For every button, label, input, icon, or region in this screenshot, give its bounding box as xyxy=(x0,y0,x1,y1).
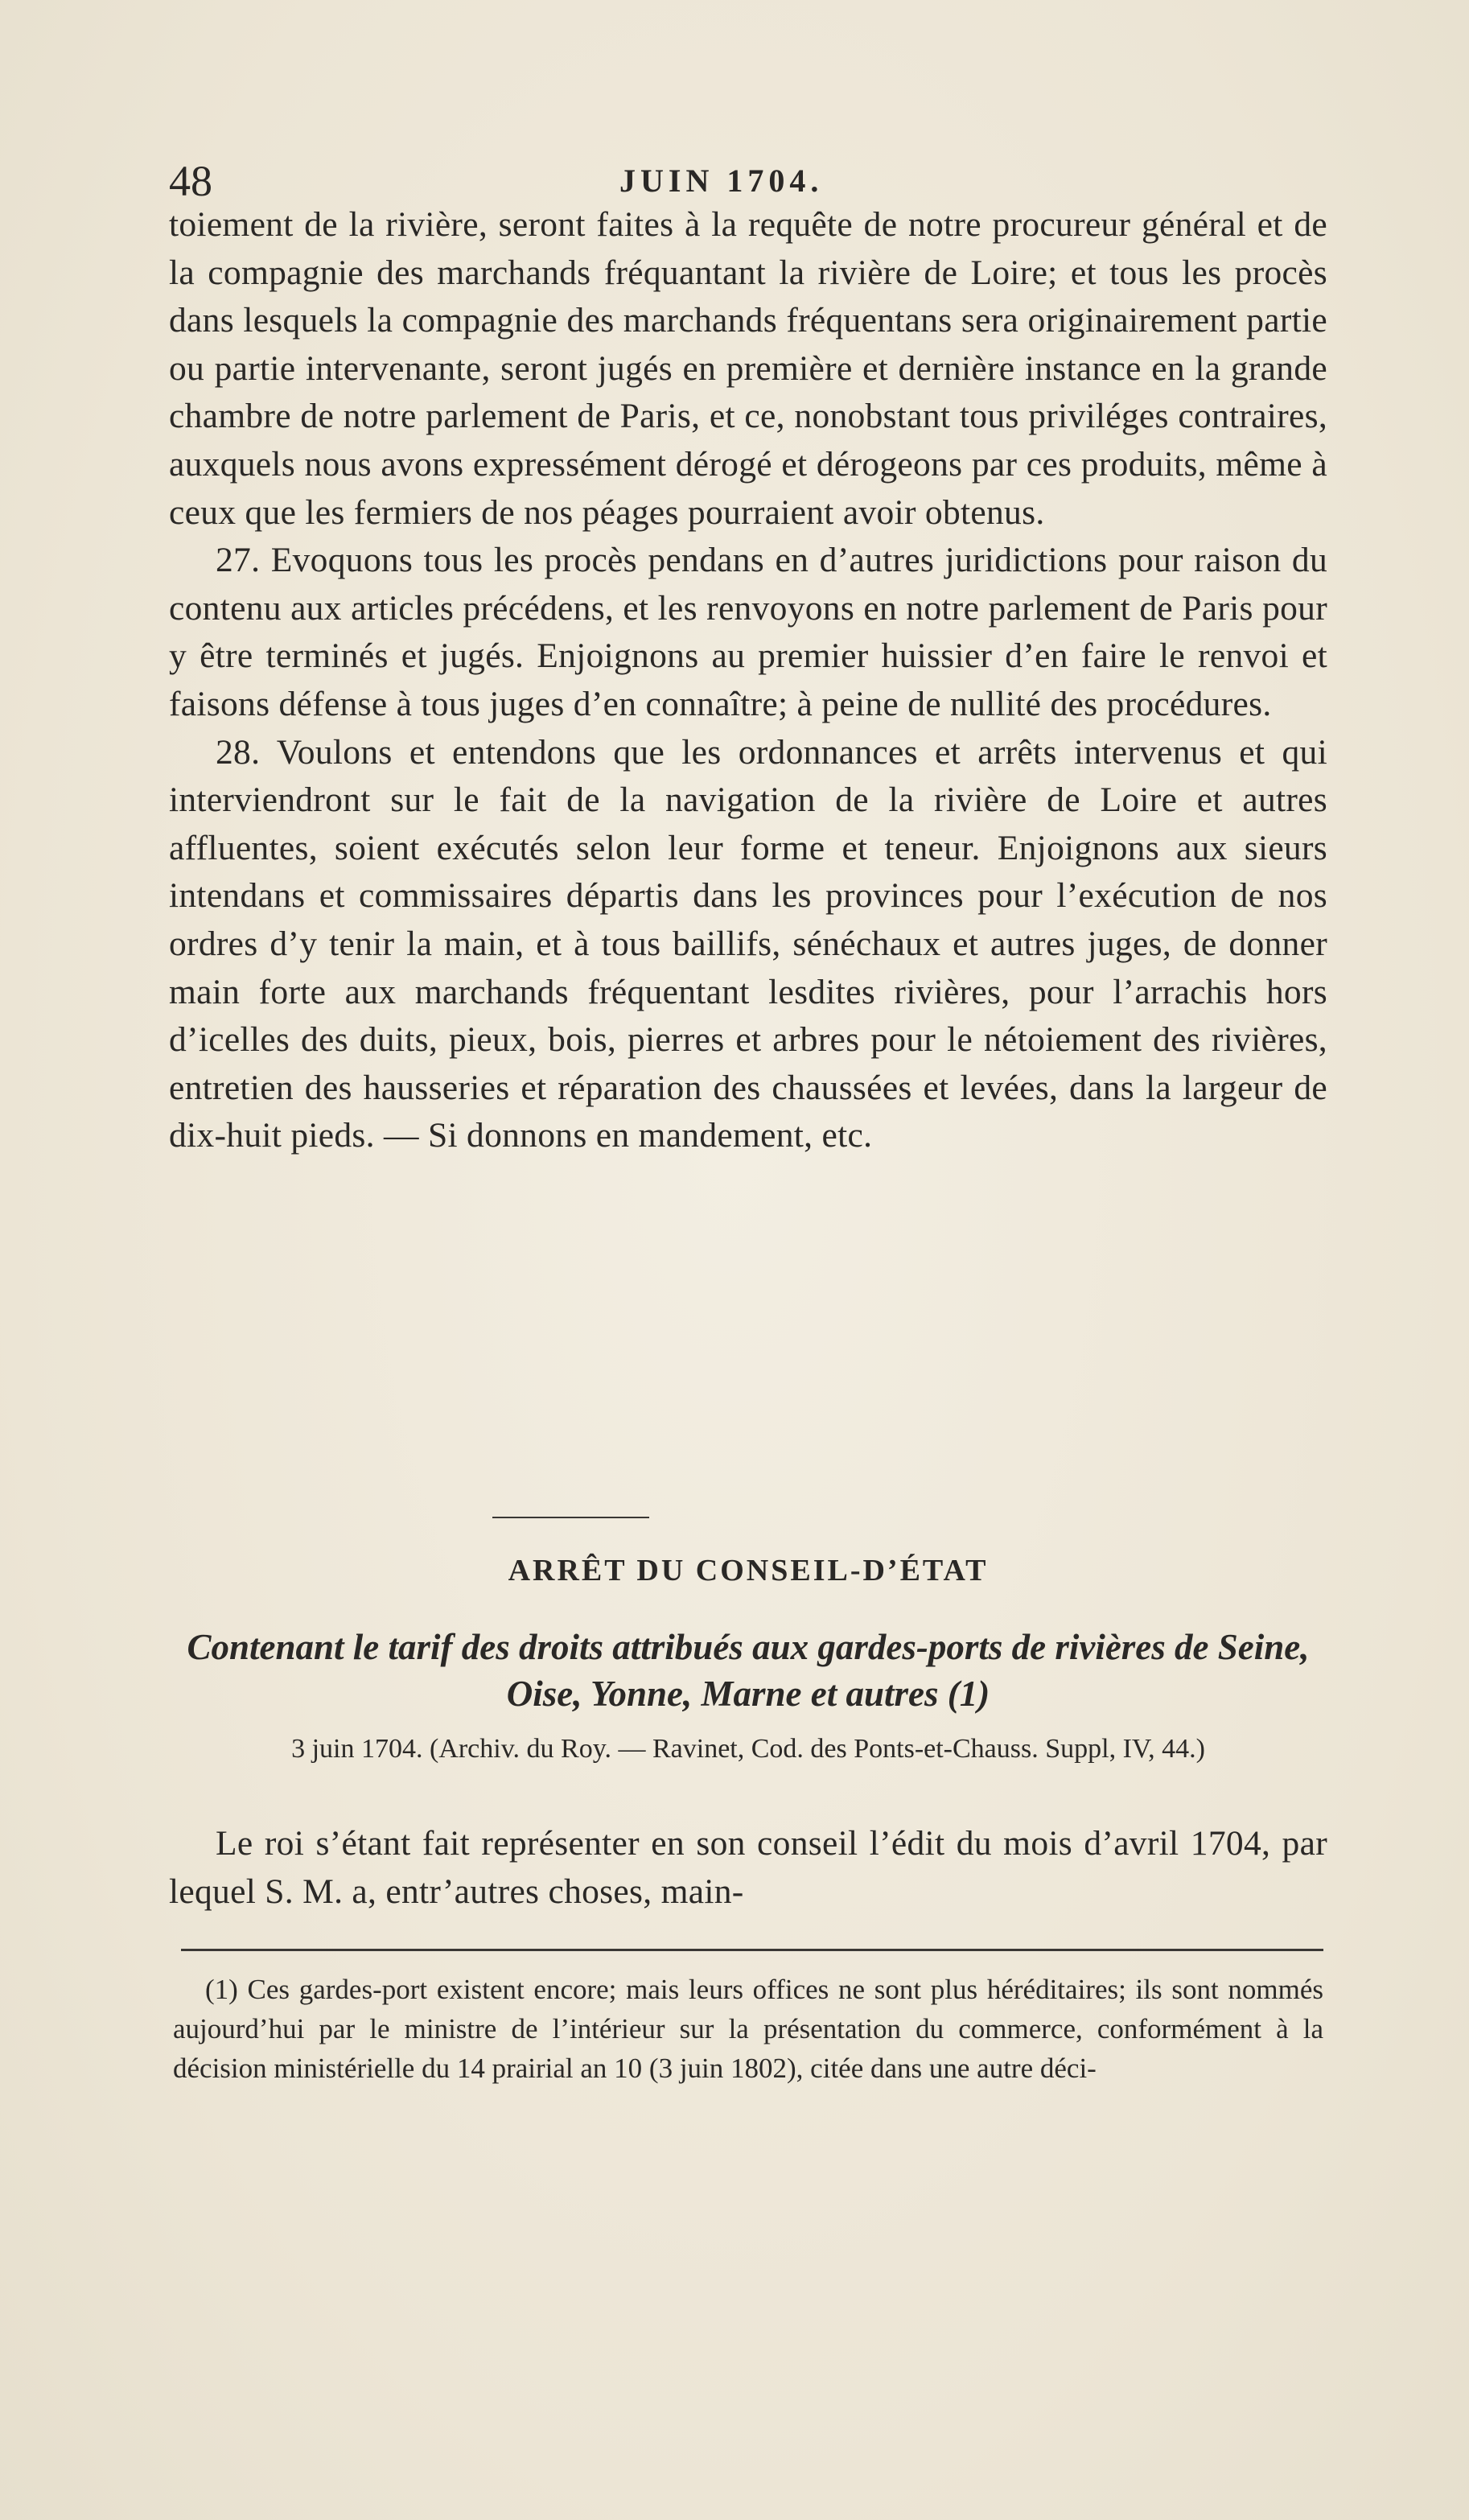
paragraph-28: 28. Voulons et entendons que les ordonnances et arrêts intervenus et qui interviendront sur le fait de la navigation de la rivière de Loire et autres affluentes, soient exécutés selon leur forme et teneur. Enjoignons aux sieurs intendans et commissaires départis dans les provinces pour l’exécution de nos ordres d’y tenir la main, et à tous baillifs, sénéchaux et autres juges, de donner main forte aux marchands fréquentant lesdites rivières, pour l’arrachis hors d’icelles des duits, pieux, bois, pierres et arbres pour le nétoiement des rivières, entretien des hausseries et réparation des chaussées et levées, dans la largeur de dix-huit pieds. — Si donnons en mandement, etc. xyxy=(169,732,1327,1155)
section-citation: 3 juin 1704. (Archiv. du Roy. — Ravinet, Cod. des Ponts-et-Chauss. Suppl, IV, 44.) xyxy=(291,1734,1205,1764)
section-divider xyxy=(492,1517,649,1518)
page-header xyxy=(169,157,1319,205)
page-number: 48 xyxy=(169,157,212,205)
paragraph-continued: toiement de la rivière, seront faites à la requête de notre procureur général et de la compagnie des marchands fréquantant la rivière de Loire; et tous les procès dans lesquels la compagnie des marchands fréquentans sera originairement partie ou partie intervenante, seront jugés en première et dernière instance en la grande chambre de notre parlement de Paris, et ce, nonobstant tous priviléges contraires, auxquels nous avons expressément dérogé et dérogeons par ces produits, même à ceux que les fermiers de nos péages pourraient avoir obtenus. xyxy=(169,205,1327,532)
running-head: JUIN 1704. xyxy=(619,163,824,199)
footnote xyxy=(173,1970,1323,2088)
section-opening-paragraph: Le roi s’étant fait représenter en son conseil l’édit du mois d’avril 1704, par lequel S. M. a, entr’autres choses, main- xyxy=(169,1824,1327,1911)
footnote-rule xyxy=(181,1949,1323,1951)
paragraph-27: 27. Evoquons tous les procès pendans en d’autres juridictions pour raison du contenu aux articles précédens, et les renvoyons en notre parlement de Paris pour y être terminés et jugés. Enjoignons au premier huissier d’en faire le renvoi et faisons défense à tous juges d’en connaître; à peine de nullité des procédures. xyxy=(169,541,1327,723)
section-title: ARRÊT DU CONSEIL-D’ÉTAT xyxy=(508,1554,989,1587)
footnote-text: (1) Ces gardes-port existent encore; mais leurs offices ne sont plus héréditaires; ils sont nommés aujourd’hui par le ministre de l’intérieur sur la présentation du commerce, conformément à la décision ministérielle du 14 prairial an 10 (3 juin 1802), citée dans une autre déci- xyxy=(173,1974,1323,2084)
section-body xyxy=(169,1820,1327,1916)
section-subtitle: Contenant le tarif des droits attribués aux gardes-ports de rivières de Seine, Oise, Yonne, Marne et autres (1) xyxy=(187,1627,1310,1714)
body-text xyxy=(169,201,1327,1160)
